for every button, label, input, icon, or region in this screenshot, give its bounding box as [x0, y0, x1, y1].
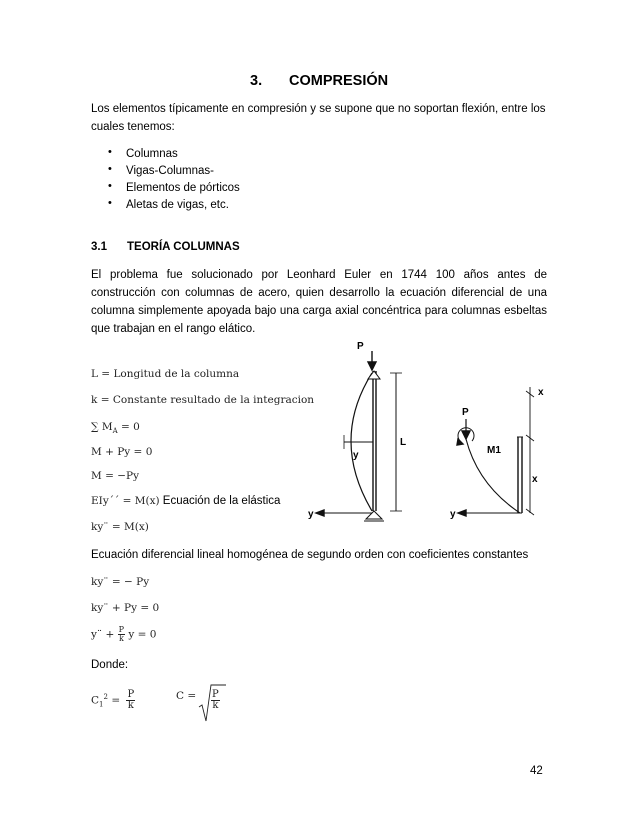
subsection-number: 3.1	[91, 241, 107, 253]
bullet-icon: •	[108, 180, 112, 192]
moment-label: M1	[487, 445, 501, 456]
x-dimension-label: x	[532, 474, 538, 485]
eq-ky-neg: ky¨ = − Py	[91, 576, 150, 588]
y-axis-label-left: y	[308, 509, 314, 520]
bullet-icon: •	[108, 146, 112, 158]
donde-label: Donde:	[91, 659, 129, 671]
section-title: COMPRESIÓN	[289, 73, 389, 89]
section-number: 3.	[250, 73, 263, 89]
fraction-p-k: $\frac{P}{k}$	[118, 625, 125, 643]
eq-y-differential: y¨ + $\frac{P}{k}$ y = 0	[91, 625, 157, 643]
y-axis-label-right: y	[450, 509, 456, 520]
load-p-label-left: P	[357, 341, 364, 352]
fraction-c: $\frac{P}{k}$	[212, 689, 219, 711]
eq-c1: $C_1^2$ = $\frac{P}{k}$	[91, 689, 135, 711]
list-item: Vigas-Columnas-	[126, 165, 214, 177]
list-item: Aletas de vigas, etc.	[126, 199, 229, 211]
load-p-label-right: P	[462, 407, 469, 418]
eq-length: L = Longitud de la columna	[91, 368, 240, 380]
deflection-y-label: y	[353, 450, 359, 461]
eq-c-fraction	[211, 690, 220, 711]
length-label: L	[400, 437, 407, 448]
x-axis-label-top: x	[538, 387, 544, 398]
list-item: Elementos de pórticos	[126, 182, 240, 194]
homogeneous-text: Ecuación diferencial lineal homogénea de segundo orden con coeficientes constantes	[91, 549, 529, 561]
eq-ky-plus: ky¨ + Py = 0	[91, 602, 160, 614]
eq-ky-mx: ky¨ = M(x)	[91, 521, 149, 533]
bullet-icon: •	[108, 163, 112, 175]
eq-sum-moments: ∑ $M_A = 0$	[91, 421, 140, 436]
subsection-title: TEORÍA COLUMNAS	[127, 241, 240, 253]
eq-m-neg: M = −Py	[91, 470, 140, 482]
eq-c: C =	[176, 690, 197, 702]
eq-constant: k = Constante resultado de la integracion	[91, 394, 315, 406]
euler-paragraph: El problema fue solucionado por Leonhard Euler en 1744 100 años antes de construcción con columnas de acero, quien desarrollo la ecuación diferencial de una columna simplemente apoyada bajo una carga axial concéntrica para columnas esbeltas que trabajan en el rango elático.	[91, 269, 547, 335]
list-item: Columnas	[126, 148, 178, 160]
eq-elastica: EIy´´ = M(x) Ecuación de la elástica	[91, 495, 281, 507]
fraction-c1: $\frac{P}{k}$	[127, 689, 135, 711]
column-figure	[300, 335, 560, 530]
bullet-icon: •	[108, 197, 112, 209]
eq-m-py: M + Py = 0	[91, 446, 153, 458]
page-number: 42	[530, 765, 543, 777]
intro-paragraph: Los elementos típicamente en compresión y se supone que no soportan flexión, entre los cuales tenemos:	[91, 103, 546, 133]
